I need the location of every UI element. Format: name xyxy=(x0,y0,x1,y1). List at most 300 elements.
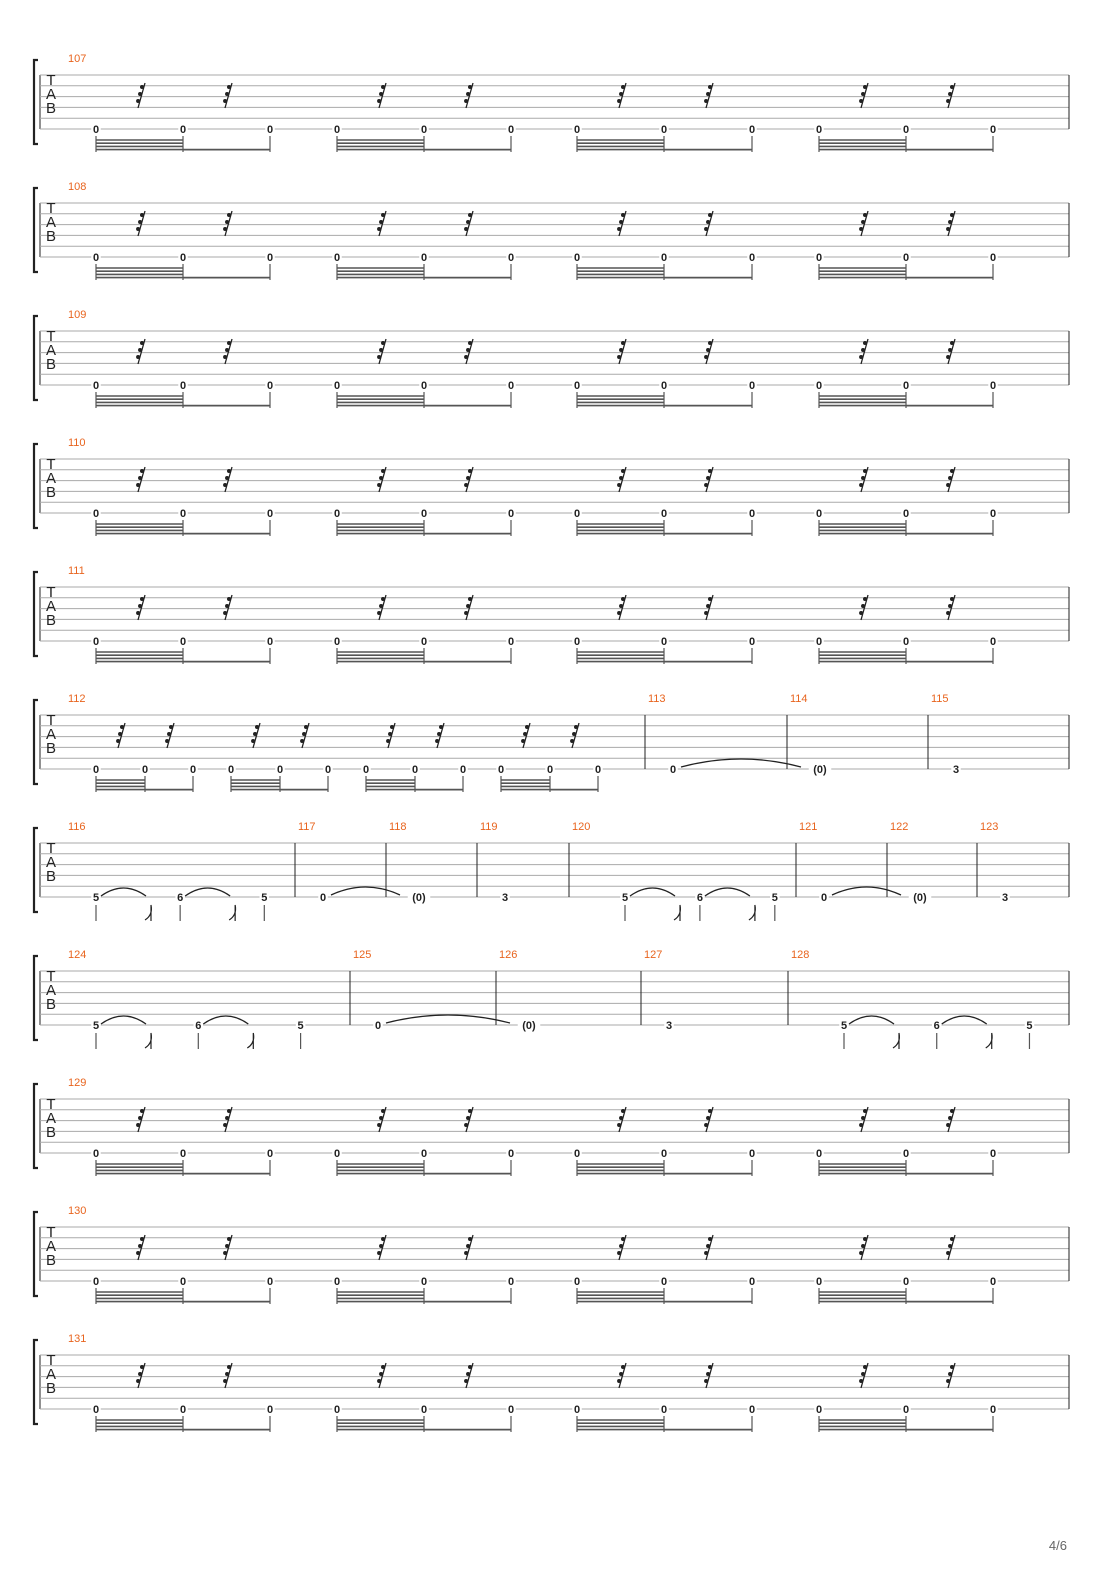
sixteenth-rest xyxy=(136,211,145,236)
beam-sixteenth xyxy=(96,1420,183,1430)
measure xyxy=(68,1077,998,1176)
fret-number: 0 xyxy=(748,636,756,648)
sixteenth-rest xyxy=(136,595,145,620)
measure-number: 114 xyxy=(790,693,808,705)
fret-number: 0 xyxy=(815,252,823,264)
beam-sixteenth xyxy=(96,396,183,406)
beam-sixteenth xyxy=(577,524,664,534)
sixteenth-rest xyxy=(223,1107,232,1132)
fret-number: 0 xyxy=(989,1276,997,1288)
sixteenth-rest xyxy=(617,467,626,492)
measure-number: 122 xyxy=(890,821,909,833)
fret-number: 0 xyxy=(141,764,149,776)
tab-system xyxy=(34,1077,1069,1176)
sixteenth-rest xyxy=(859,83,868,108)
tie-arc xyxy=(942,1016,987,1024)
system-bracket xyxy=(34,1212,38,1296)
beam-sixteenth xyxy=(337,1420,424,1430)
tab-clef-letter: A xyxy=(45,86,57,103)
tie-arc xyxy=(630,888,675,896)
fret-number-tied: (0) xyxy=(412,892,426,904)
fret-number: 0 xyxy=(748,380,756,392)
eighth-flag xyxy=(247,1033,253,1049)
sixteenth-rest xyxy=(116,723,125,748)
sixteenth-rest xyxy=(946,595,955,620)
sixteenth-rest xyxy=(859,211,868,236)
measure xyxy=(68,565,998,664)
fret-number: 0 xyxy=(748,508,756,520)
fret-number: 0 xyxy=(573,1404,581,1416)
measure xyxy=(977,821,1010,904)
sixteenth-rest xyxy=(946,1107,955,1132)
fret-number: 5 xyxy=(261,892,268,904)
system-bracket xyxy=(34,956,38,1040)
system-bracket xyxy=(34,188,38,272)
measure-number: 130 xyxy=(68,1205,87,1217)
measure-number: 120 xyxy=(572,821,591,833)
tab-clef-letter: T xyxy=(46,1352,56,1369)
fret-number: 0 xyxy=(660,636,668,648)
tie-arc xyxy=(681,759,801,767)
fret-number: 0 xyxy=(507,124,515,136)
fret-number: 0 xyxy=(507,636,515,648)
fret-number: 0 xyxy=(748,1148,756,1160)
sixteenth-rest xyxy=(946,339,955,364)
measure xyxy=(68,821,269,921)
tab-clef-letter: T xyxy=(46,200,56,217)
eighth-flag xyxy=(893,1033,899,1049)
beam-sixteenth xyxy=(577,396,664,406)
fret-number: 0 xyxy=(420,1404,428,1416)
fret-number: 0 xyxy=(420,636,428,648)
beam-sixteenth xyxy=(231,780,280,790)
tie-arc xyxy=(849,1016,894,1024)
fret-number: 0 xyxy=(902,1404,910,1416)
measure-number: 124 xyxy=(68,949,87,961)
measure xyxy=(569,821,780,921)
fret-number: 0 xyxy=(660,380,668,392)
fret-number: 0 xyxy=(420,1148,428,1160)
fret-number: 0 xyxy=(669,764,677,776)
sixteenth-rest xyxy=(464,1235,473,1260)
fret-number: 0 xyxy=(660,252,668,264)
fret-number: 0 xyxy=(266,1148,274,1160)
fret-number: 0 xyxy=(266,1276,274,1288)
sixteenth-rest xyxy=(435,723,444,748)
tab-clef-letter: A xyxy=(45,470,57,487)
measure-number: 118 xyxy=(389,821,407,833)
sixteenth-rest xyxy=(704,1235,713,1260)
sixteenth-rest xyxy=(223,339,232,364)
fret-number-tied: (0) xyxy=(522,1020,536,1032)
fret-number: 3 xyxy=(665,1020,673,1032)
tab-clef-letter: B xyxy=(45,1124,57,1141)
beam-sixteenth xyxy=(819,1292,906,1302)
fret-number: 0 xyxy=(333,1276,341,1288)
fret-number: 0 xyxy=(189,764,197,776)
tab-system xyxy=(34,309,1069,408)
fret-number: 0 xyxy=(179,636,187,648)
beam-sixteenth xyxy=(96,780,145,790)
fret-number: 5 xyxy=(92,1020,100,1032)
fret-number: 0 xyxy=(902,124,910,136)
fret-number: 0 xyxy=(276,764,284,776)
fret-number: 0 xyxy=(92,1148,100,1160)
sixteenth-rest xyxy=(704,1363,713,1388)
fret-number: 0 xyxy=(266,508,274,520)
sixteenth-rest xyxy=(704,595,713,620)
sixteenth-rest xyxy=(617,339,626,364)
fret-number: 0 xyxy=(420,1276,428,1288)
beam-sixteenth xyxy=(366,780,415,790)
system-bracket xyxy=(34,1084,38,1168)
beam-sixteenth xyxy=(819,268,906,278)
sixteenth-rest xyxy=(251,723,260,748)
measure xyxy=(496,949,540,1032)
sixteenth-rest xyxy=(377,83,386,108)
tab-clef-letter: T xyxy=(46,456,56,473)
fret-number: 0 xyxy=(660,1148,668,1160)
measure xyxy=(68,693,603,792)
fret-number: 0 xyxy=(902,252,910,264)
tab-system xyxy=(34,53,1069,152)
beam-sixteenth xyxy=(819,1420,906,1430)
fret-number: 5 xyxy=(92,892,100,904)
fret-number: 0 xyxy=(362,764,370,776)
measure xyxy=(477,821,510,904)
measure-number: 108 xyxy=(68,181,87,193)
beam-sixteenth xyxy=(501,780,550,790)
fret-number: 0 xyxy=(266,1404,274,1416)
sixteenth-rest xyxy=(521,723,530,748)
fret-number: 5 xyxy=(1026,1020,1033,1032)
beam-sixteenth xyxy=(819,524,906,534)
measure-number: 109 xyxy=(68,309,87,321)
tie-arc xyxy=(203,1016,248,1024)
fret-number: 0 xyxy=(820,892,828,904)
tab-clef-letter: A xyxy=(45,982,57,999)
measure xyxy=(68,949,305,1049)
fret-number: 0 xyxy=(507,1148,515,1160)
fret-number: 0 xyxy=(507,380,515,392)
tab-system xyxy=(34,693,1069,792)
measure-number: 128 xyxy=(791,949,810,961)
fret-number: 0 xyxy=(573,380,581,392)
fret-number: 0 xyxy=(815,124,823,136)
fret-number: 0 xyxy=(374,1020,382,1032)
sixteenth-rest xyxy=(223,83,232,108)
sixteenth-rest xyxy=(617,595,626,620)
fret-number: 0 xyxy=(507,1276,515,1288)
tab-clef-letter: A xyxy=(45,1366,57,1383)
tab-clef-letter: T xyxy=(46,840,56,857)
fret-number: 0 xyxy=(92,380,100,392)
measure-number: 111 xyxy=(68,565,85,577)
tab-clef-letter: B xyxy=(45,740,57,757)
system-bracket xyxy=(34,60,38,144)
sixteenth-rest xyxy=(136,1363,145,1388)
sixteenth-rest xyxy=(617,1235,626,1260)
fret-number: 0 xyxy=(660,1404,668,1416)
sixteenth-rest xyxy=(946,1235,955,1260)
beam-sixteenth xyxy=(577,1164,664,1174)
sixteenth-rest xyxy=(136,339,145,364)
measure-number: 112 xyxy=(68,693,86,705)
fret-number: 0 xyxy=(333,252,341,264)
eighth-flag xyxy=(229,905,235,921)
fret-number: 5 xyxy=(297,1020,304,1032)
beam-sixteenth xyxy=(337,1164,424,1174)
sixteenth-rest xyxy=(704,211,713,236)
sixteenth-rest xyxy=(223,467,232,492)
beam-sixteenth xyxy=(577,1420,664,1430)
measure-number: 121 xyxy=(799,821,818,833)
tab-clef-letter: B xyxy=(45,484,57,501)
sixteenth-rest xyxy=(704,83,713,108)
measure-number: 116 xyxy=(68,821,86,833)
beam-sixteenth xyxy=(577,652,664,662)
fret-number: 0 xyxy=(92,124,100,136)
fret-number: 0 xyxy=(333,124,341,136)
fret-number: 0 xyxy=(660,508,668,520)
tie-arc xyxy=(101,888,146,896)
sixteenth-rest xyxy=(464,1363,473,1388)
sixteenth-rest xyxy=(165,723,174,748)
beam-sixteenth xyxy=(96,652,183,662)
fret-number: 0 xyxy=(411,764,419,776)
sixteenth-rest xyxy=(946,467,955,492)
eighth-flag xyxy=(145,1033,151,1049)
fret-number: 0 xyxy=(179,1276,187,1288)
system-bracket xyxy=(34,828,38,912)
fret-number: 0 xyxy=(573,1276,581,1288)
sixteenth-rest xyxy=(617,1107,626,1132)
measure-number: 123 xyxy=(980,821,999,833)
measure xyxy=(928,693,961,776)
measure xyxy=(68,181,998,280)
fret-number: 0 xyxy=(902,380,910,392)
beam-sixteenth xyxy=(96,268,183,278)
sixteenth-rest xyxy=(859,339,868,364)
measure xyxy=(68,1205,998,1304)
beam-sixteenth xyxy=(337,652,424,662)
fret-number: 0 xyxy=(989,1148,997,1160)
fret-number: 0 xyxy=(92,252,100,264)
fret-number: 6 xyxy=(177,892,184,904)
sixteenth-rest xyxy=(859,1107,868,1132)
system-bracket xyxy=(34,572,38,656)
measure xyxy=(350,949,510,1032)
tie-arc xyxy=(331,887,400,895)
fret-number: 0 xyxy=(92,764,100,776)
sixteenth-rest xyxy=(223,1235,232,1260)
tie-arc xyxy=(185,888,230,896)
tie-arc xyxy=(386,1015,510,1023)
tie-arc xyxy=(705,888,750,896)
eighth-flag xyxy=(986,1033,992,1049)
sixteenth-rest xyxy=(386,723,395,748)
measure-number: 129 xyxy=(68,1077,87,1089)
beam-sixteenth xyxy=(819,140,906,150)
fret-number: 0 xyxy=(989,508,997,520)
fret-number: 0 xyxy=(507,252,515,264)
fret-number: 0 xyxy=(902,1276,910,1288)
fret-number: 0 xyxy=(748,1276,756,1288)
fret-number: 0 xyxy=(989,1404,997,1416)
fret-number: 0 xyxy=(92,1276,100,1288)
beam-sixteenth xyxy=(96,1164,183,1174)
fret-number: 0 xyxy=(179,1404,187,1416)
fret-number: 0 xyxy=(815,1148,823,1160)
tab-clef-letter: B xyxy=(45,868,57,885)
beam-sixteenth xyxy=(337,1292,424,1302)
sixteenth-rest xyxy=(464,339,473,364)
fret-number: 0 xyxy=(459,764,467,776)
beam-sixteenth xyxy=(819,396,906,406)
tie-arc xyxy=(832,887,901,895)
sixteenth-rest xyxy=(704,1107,713,1132)
tab-system xyxy=(34,1333,1069,1432)
fret-number: 0 xyxy=(902,636,910,648)
sixteenth-rest xyxy=(464,467,473,492)
fret-number: 0 xyxy=(179,252,187,264)
fret-number: 0 xyxy=(179,508,187,520)
measure-number: 127 xyxy=(644,949,663,961)
sixteenth-rest xyxy=(946,83,955,108)
sixteenth-rest xyxy=(946,211,955,236)
fret-number: 3 xyxy=(1001,892,1009,904)
sixteenth-rest xyxy=(464,83,473,108)
system-bracket xyxy=(34,316,38,400)
tab-clef-letter: T xyxy=(46,712,56,729)
fret-number: 0 xyxy=(902,508,910,520)
fret-number: 5 xyxy=(840,1020,848,1032)
sixteenth-rest xyxy=(377,211,386,236)
page-number: 4/6 xyxy=(1048,1538,1067,1553)
eighth-flag xyxy=(749,905,755,921)
fret-number: 0 xyxy=(748,124,756,136)
fret-number: 0 xyxy=(989,252,997,264)
sixteenth-rest xyxy=(136,1235,145,1260)
fret-number: 6 xyxy=(696,892,703,904)
measure xyxy=(68,309,998,408)
fret-number: 0 xyxy=(227,764,235,776)
tab-clef-letter: A xyxy=(45,1238,57,1255)
tab-clef-letter: T xyxy=(46,328,56,345)
fret-number: 0 xyxy=(420,124,428,136)
fret-number: 0 xyxy=(748,1404,756,1416)
system-bracket xyxy=(34,1340,38,1424)
measure xyxy=(68,437,998,536)
measure-number: 125 xyxy=(353,949,372,961)
tab-system xyxy=(34,181,1069,280)
fret-number: 0 xyxy=(573,252,581,264)
beam-sixteenth xyxy=(337,268,424,278)
system-bracket xyxy=(34,444,38,528)
tab-clef-letter: T xyxy=(46,72,56,89)
tab-clef-letter: B xyxy=(45,1380,57,1397)
measure-number: 115 xyxy=(931,693,949,705)
measure xyxy=(787,693,831,776)
sixteenth-rest xyxy=(570,723,579,748)
measure xyxy=(68,53,998,152)
fret-number: 0 xyxy=(989,124,997,136)
fret-number: 6 xyxy=(195,1020,202,1032)
tab-system xyxy=(34,565,1069,664)
tab-clef-letter: A xyxy=(45,342,57,359)
tab-clef-letter: A xyxy=(45,214,57,231)
system-bracket xyxy=(34,700,38,784)
measure xyxy=(796,821,901,904)
tab-clef-letter: B xyxy=(45,356,57,373)
fret-number: 0 xyxy=(989,636,997,648)
sixteenth-rest xyxy=(377,467,386,492)
sixteenth-rest xyxy=(617,211,626,236)
tab-system xyxy=(34,949,1069,1049)
fret-number: 0 xyxy=(815,636,823,648)
fret-number: 6 xyxy=(933,1020,940,1032)
measure-number: 113 xyxy=(648,693,666,705)
beam-sixteenth xyxy=(337,140,424,150)
fret-number: 0 xyxy=(573,508,581,520)
sixteenth-rest xyxy=(946,1363,955,1388)
sixteenth-rest xyxy=(859,1363,868,1388)
tab-clef-letter: T xyxy=(46,584,56,601)
sixteenth-rest xyxy=(859,467,868,492)
beam-sixteenth xyxy=(337,524,424,534)
sixteenth-rest xyxy=(136,1107,145,1132)
beam-sixteenth xyxy=(819,652,906,662)
eighth-flag xyxy=(145,905,151,921)
tab-clef-letter: A xyxy=(45,598,57,615)
sixteenth-rest xyxy=(223,211,232,236)
sixteenth-rest xyxy=(617,83,626,108)
tab-clef-letter: B xyxy=(45,612,57,629)
fret-number: 0 xyxy=(902,1148,910,1160)
fret-number: 0 xyxy=(660,1276,668,1288)
sixteenth-rest xyxy=(464,595,473,620)
beam-sixteenth xyxy=(96,524,183,534)
fret-number: 0 xyxy=(815,1404,823,1416)
measure-number: 110 xyxy=(68,437,86,449)
fret-number-tied: (0) xyxy=(813,764,827,776)
eighth-flag xyxy=(674,905,680,921)
measure-number: 117 xyxy=(298,821,316,833)
fret-number: 0 xyxy=(179,380,187,392)
fret-number: 0 xyxy=(92,636,100,648)
tab-clef-letter: B xyxy=(45,228,57,245)
fret-number: 0 xyxy=(546,764,554,776)
sixteenth-rest xyxy=(464,211,473,236)
sixteenth-rest xyxy=(377,339,386,364)
sixteenth-rest xyxy=(223,595,232,620)
measure-number: 107 xyxy=(68,53,87,65)
tab-system xyxy=(34,821,1069,921)
beam-sixteenth xyxy=(577,268,664,278)
fret-number: 0 xyxy=(92,508,100,520)
measure xyxy=(641,949,674,1032)
sixteenth-rest xyxy=(300,723,309,748)
fret-number: 0 xyxy=(333,380,341,392)
tie-arc xyxy=(101,1016,146,1024)
fret-number: 3 xyxy=(952,764,960,776)
tab-clef-letter: A xyxy=(45,854,57,871)
measure xyxy=(68,1333,998,1432)
sixteenth-rest xyxy=(377,1235,386,1260)
beam-sixteenth xyxy=(577,140,664,150)
fret-number: 0 xyxy=(815,1276,823,1288)
measure-number: 131 xyxy=(68,1333,87,1345)
